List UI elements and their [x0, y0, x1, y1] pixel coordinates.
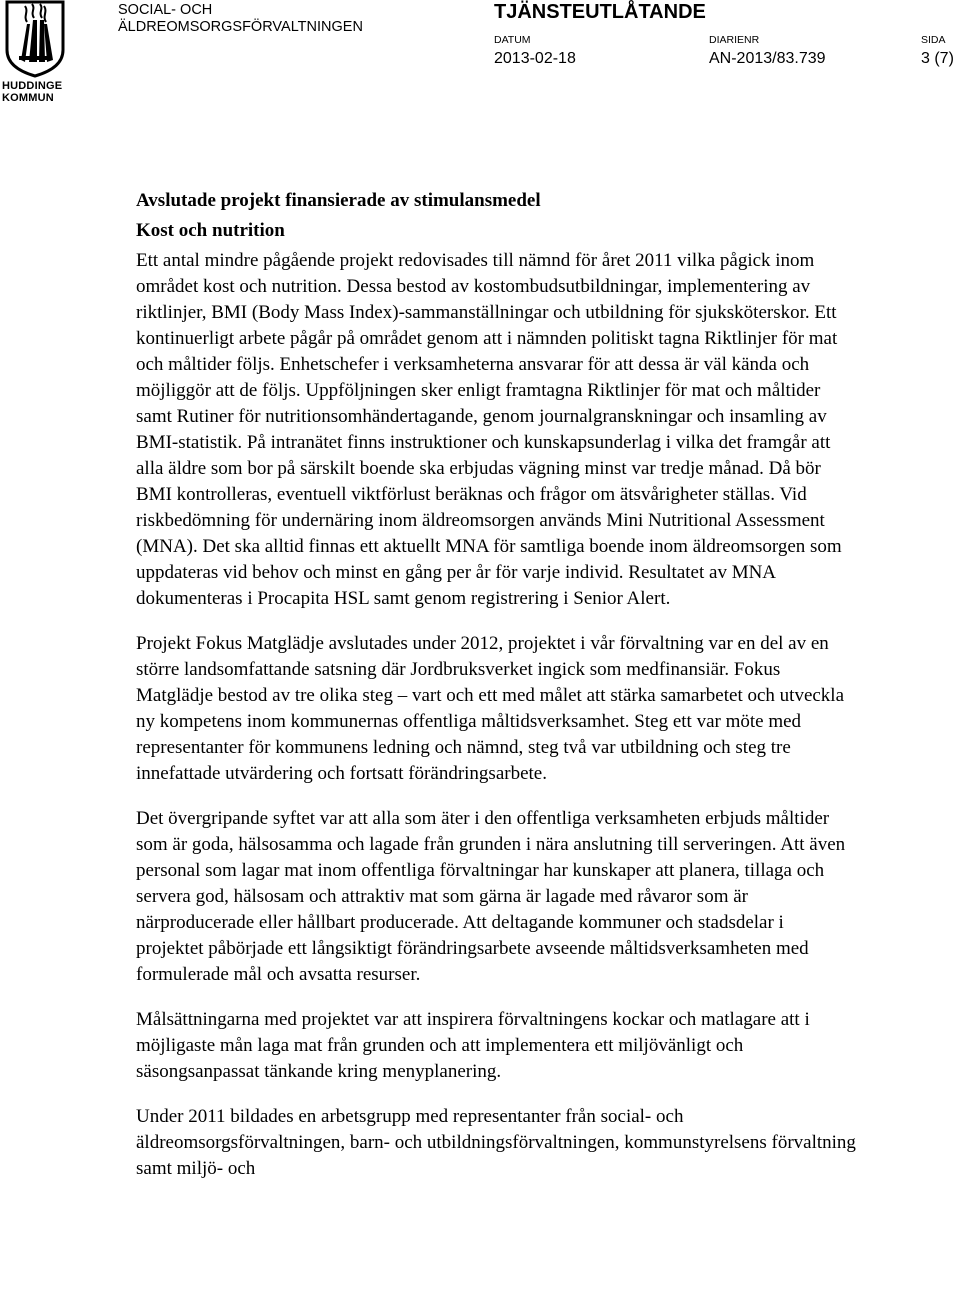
date-label: DATUM	[494, 34, 531, 46]
body-paragraph-2: Projekt Fokus Matglädje avslutades under 2012, projektet i vår förvaltning var en del av en större landsomfattande satsning där Jordbruksverket ingick som medfinansiär. Fokus Matglädje bestod av tre olika steg – vart och ett med målet att stärka samarbetet och utveckla ny kompetens inom kommunernas offentliga måltidsverksamhet. Steg ett var möte med representanter för kommunens ledning och nämnd, steg två var utbildning och steg tre innefattade utvärdering och fortsatt förändringsarbete.	[136, 633, 845, 784]
section-subheading: Kost och nutrition	[136, 220, 285, 241]
page-label: SIDA	[921, 34, 946, 46]
coat-of-arms-icon	[3, 0, 67, 78]
municipality-logo	[0, 0, 72, 108]
body-paragraph-1: Ett antal mindre pågående projekt redovisades till nämnd för året 2011 vilka pågick inom området kost och nutrition. Dessa bestod av kostombudsutbildningar, implementering av riktlinjer, BMI (Body Mass Index)-sammanställningar och utbildning för sjuksköterskor. Ett kontinuerligt arbete pågår på området genom att i nämnden politiskt tagna Riktlinjer för mat och måltider följs. Enhetschefer i verksamheterna ansvarar för att dessa är väl kända och möjliggör att de följs. Uppföljningen sker enligt framtagna Riktlinjer för mat och måltider samt Rutiner för nutritionsomhändertagande, genom journalgranskningar och insamling av BMI-statistik. På intranätet finns instruktioner och kunskapsunderlag i vilka det framgår att alla äldre som bor på särskilt boende ska erbjudas vägning minst var tredje månad. Då bör BMI kontrolleras, eventuell viktförlust beräknas och frågor om ätsvårigheter ställas. Vid riskbedömning för undernäring inom äldreomsorgen används Mini Nutritional Assessment (MNA). Det ska alltid finnas ett aktuellt MNA för samtliga boende inom äldreomsorgen som uppdateras vid behov och minst en gång per år för varje individ. Resultatet av MNA dokumenteras i Procapita HSL samt genom registrering i Senior Alert.	[136, 250, 842, 609]
logo-text-line1: HUDDINGE	[2, 80, 63, 92]
logo-text-line2: KOMMUN	[2, 92, 54, 104]
section-heading: Avslutade projekt finansierade av stimulansmedel	[136, 190, 541, 211]
date-value: 2013-02-18	[494, 50, 576, 67]
page-number: 3 (7)	[921, 50, 954, 67]
body-paragraph-4: Målsättningarna med projektet var att inspirera förvaltningens kockar och matlagare att i möjligaste mån laga mat från grunden och att implementera ett miljövänligt och säsongsanpassat tänkande kring menyplanering.	[136, 1009, 810, 1082]
logo-text	[2, 80, 72, 104]
document-body	[136, 186, 856, 1201]
body-paragraph-3: Det övergripande syftet var att alla som äter i den offentliga verksamheten erbjuds måltider som är goda, hälsosamma och lagade från grunden i nära anslutning till serveringen. Att även personal som lagar mat inom offentliga förvaltningar har kunskaper att planera, tillaga och servera god, hälsosam och attraktiv mat som gärna är lagade med råvaror som är närproducerade eller hållbart producerade. Att deltagande kommuner och stadsdelar i projektet påbörjade ett långsiktigt förändringsarbete avseende måltidsverksamheten med formulerade mål och avsatta resurser.	[136, 808, 846, 985]
document-type: TJÄNSTEUTLÅTANDE	[494, 1, 706, 23]
org-line1: SOCIAL- OCH	[118, 2, 213, 18]
org-line2: ÄLDREOMSORGSFÖRVALTNINGEN	[118, 19, 363, 35]
reference-number-value: AN-2013/83.739	[709, 50, 826, 67]
reference-number-label: DIARIENR	[709, 34, 760, 46]
body-paragraph-5: Under 2011 bildades en arbetsgrupp med representanter från social- och äldreomsorgsförvaltningen, barn- och utbildningsförvaltningen, kommunstyrelsens förvaltning samt miljö- och	[136, 1106, 856, 1179]
organization-name	[118, 2, 363, 36]
